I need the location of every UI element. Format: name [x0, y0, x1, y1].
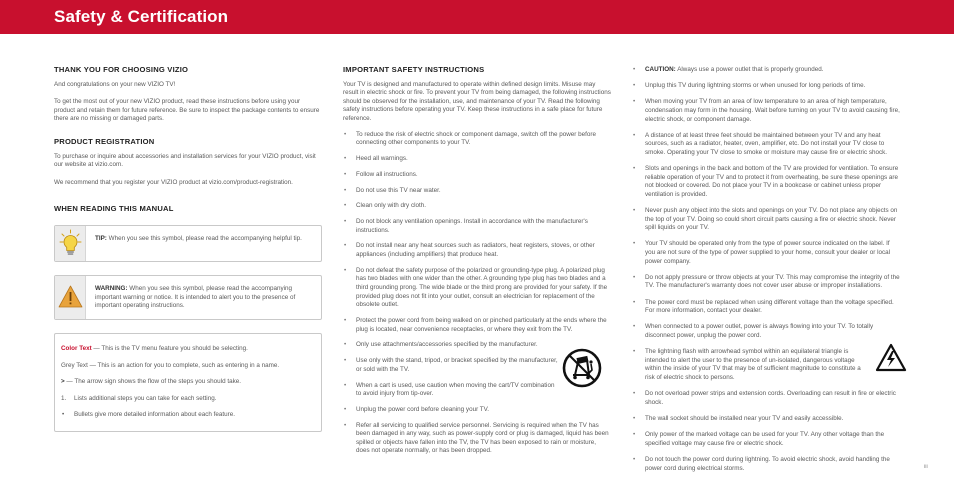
list-item: • The lightning flash with arrowhead symbol within an equilateral triangle is intended to alert the user to the presence of un-isolated, dangerous voltage within the inside of your TV that may be of sufficient magnitude to constitute a risk of electric shock to persons. [632, 348, 868, 382]
warning-triangle-icon [55, 276, 86, 319]
list-item: • Refer all servicing to qualified service personnel. Servicing is required when the TV has been damaged in any way, such as power-supply cord or plug is damaged, liquid has been spilled or objects have fallen into the TV, the TV has been exposed to rain or moisture, does not operate normally, or has been dropped. [343, 422, 611, 456]
list-item: • Your TV should be operated only from the type of power source indicated on the label. If you are not sure of the type of power supplied to your home, consult your dealer or local power company. [632, 240, 900, 266]
legend-arrow-text: > — The arrow sign shows the flow of the steps you should take. [61, 378, 241, 386]
safety-list-continued [632, 66, 900, 473]
tip-text-block [95, 235, 313, 244]
list-item: • Follow all instructions. [343, 171, 611, 180]
list-item: • Unplug this TV during lightning storms or when unused for long periods of time. [632, 82, 900, 91]
lightbulb-icon [55, 226, 86, 261]
list-item: • Only use attachments/accessories specified by the manufacturer. [343, 341, 611, 350]
list-item: • Only power of the marked voltage can be used for your TV. Any other voltage than the specified voltage may cause fire or electric shock. [632, 431, 900, 448]
list-item: • Do not install near any heat sources such as radiators, heat registers, stoves, or other appliances (including amplifiers) that produce heat. [343, 242, 611, 259]
safety-intro: Your TV is designed and manufactured to operate within defined design limits. Misuse may result in electric shock or fire. To prevent your TV from being damaged, the following instructions should be observed for the installation, use, and maintenance of your TV. Read the following safety instructions before operating your TV. Keep these instructions in a safe place for future reference. [343, 80, 611, 122]
tip-icon-panel [55, 226, 86, 261]
thank-you-text-2: To get the most out of your new VIZIO product, read these instructions before using your product and retain them for future reference. Be sure to inspect the package contents to ensure there are no missing or damaged parts. [54, 98, 320, 123]
caution-text: Always use a power outlet that is properly grounded. [677, 66, 824, 73]
tip-callout [54, 225, 322, 262]
list-item: • Do not use this TV near water. [343, 187, 611, 196]
thank-you-text-1: And congratulations on your new VIZIO TV! [54, 80, 176, 88]
list-item: • The wall socket should be installed near your TV and easily accessible. [632, 415, 900, 424]
legend-number-label: 1. [61, 394, 67, 402]
list-item: • Never push any object into the slots and openings on your TV. Do not place any objects on the top of your TV. Doing so could short circuit parts causing a fire or electric shock. Never spill liquids on your TV. [632, 207, 900, 233]
tip-text: When you see this symbol, please read the accompanying helpful tip. [108, 234, 302, 242]
legend-color-text: Color Text — This is the TV menu feature you should be selecting. [61, 344, 248, 352]
legend-grey-text: Grey Text — This is an action for you to complete, such as entering in a name. [61, 361, 280, 369]
list-item: • Do not overload power strips and extension cords. Overloading can result in fire or electric shock. [632, 390, 900, 407]
cart-tipover-warning-icon [562, 348, 602, 388]
column-safety-continued [632, 66, 900, 481]
registration-text-1: To purchase or inquire about accessories and installation services for your VIZIO product, visit our website at vizio.com. [54, 152, 316, 169]
column-intro [54, 66, 322, 432]
list-item: • Do not defeat the safety purpose of the polarized or grounding-type plug. A polarized plug has two blades with one wider than the other. A grounding type plug has two blades and a third grounding prong. The wide blade or the third prong are provided for your safety. If the provided plug does not fit into your outlet, consult an electrician for replacement of the obsolete outlet. [343, 267, 611, 310]
warning-icon-panel [55, 276, 86, 319]
registration-text-2: We recommend that you register your VIZIO product at vizio.com/product-registration. [54, 178, 293, 186]
list-item: • Protect the power cord from being walked on or pinched particularly at the ends where the plug is located, near convenience receptacles, or where they exit from the TV. [343, 317, 611, 334]
list-item: • Do not block any ventilation openings. Install in accordance with the manufacturer's instructions. [343, 218, 611, 235]
caution-label: CAUTION: [645, 66, 676, 73]
tip-label: TIP: [95, 234, 107, 242]
list-item: • Unplug the power cord before cleaning your TV. [343, 406, 611, 415]
list-item: • The power cord must be replaced when using different voltage than the voltage specified. For more information, contact your dealer. [632, 299, 900, 316]
page-number: iii [924, 464, 928, 470]
list-item: • When connected to a power outlet, power is always flowing into your TV. To totally disconnect power, unplug the power cord. [632, 323, 900, 340]
list-item: • Slots and openings in the back and bottom of the TV are provided for ventilation. To ensure reliable operation of your TV and to protect it from overheating, be sure these openings are not blocked or covered. Do not place your TV in a bookcase or cabinet unless proper ventilation is provided. [632, 165, 900, 199]
thank-you-heading: THANK YOU FOR CHOOSING VIZIO [54, 65, 189, 74]
reading-manual-heading: WHEN READING THIS MANUAL [54, 204, 174, 214]
list-item: • Heed all warnings. [343, 155, 611, 164]
safety-list [343, 131, 611, 456]
warning-text: When you see this symbol, please read the accompanying important warning or notice. It is intended to alert you to the presence of important operating instructions. [95, 284, 296, 310]
warning-callout [54, 275, 322, 320]
title-banner [0, 0, 954, 34]
page-title: Safety & Certification [54, 7, 229, 26]
legend-number-text: 1. Lists additional steps you can take for each setting. [61, 394, 217, 402]
list-item: • Clean only with dry cloth. [343, 202, 611, 211]
legend-bullet-text: • Bullets give more detailed information about each feature. [62, 411, 236, 419]
column-safety-instructions [343, 66, 611, 463]
legend-arrow-label: > [61, 378, 65, 386]
list-item: • Do not touch the power cord during lightning. To avoid electric shock, avoid handling the power cord during electrical storms. [632, 456, 900, 473]
list-item: • When a cart is used, use caution when moving the cart/TV combination to avoid injury from tip-over. [343, 382, 561, 399]
text-legend-box [54, 333, 322, 432]
list-item: • Do not apply pressure or throw objects at your TV. This may compromise the integrity of the TV. The manufacturer's warranty does not cover user abuse or improper installations. [632, 274, 900, 291]
warning-text-block [95, 285, 313, 311]
list-item: • When moving your TV from an area of low temperature to an area of high temperature, condensation may form in the housing. Wait before turning on your TV to avoid causing fire, electric shock, or component damage. [632, 98, 900, 124]
list-item: • To reduce the risk of electric shock or component damage, switch off the power before connecting other components to your TV. [343, 131, 611, 148]
legend-bullet-label: • [62, 411, 65, 419]
list-item: • Use only with the stand, tripod, or bracket specified by the manufacturer, or sold with the TV. [343, 357, 561, 374]
warning-label: WARNING: [95, 284, 128, 292]
registration-heading: PRODUCT REGISTRATION [54, 136, 155, 146]
caution-item [632, 66, 900, 75]
safety-heading: IMPORTANT SAFETY INSTRUCTIONS [343, 65, 485, 74]
list-item: • A distance of at least three feet should be maintained between your TV and any heat sources, such as a radiator, heater, oven, amplifier, etc. Do not install your TV close to smoke. Operating your TV close to smoke or moisture may cause fire or electric shock. [632, 132, 900, 158]
lightning-warning-icon [875, 343, 907, 373]
legend-color-label: Color Text [61, 344, 92, 352]
